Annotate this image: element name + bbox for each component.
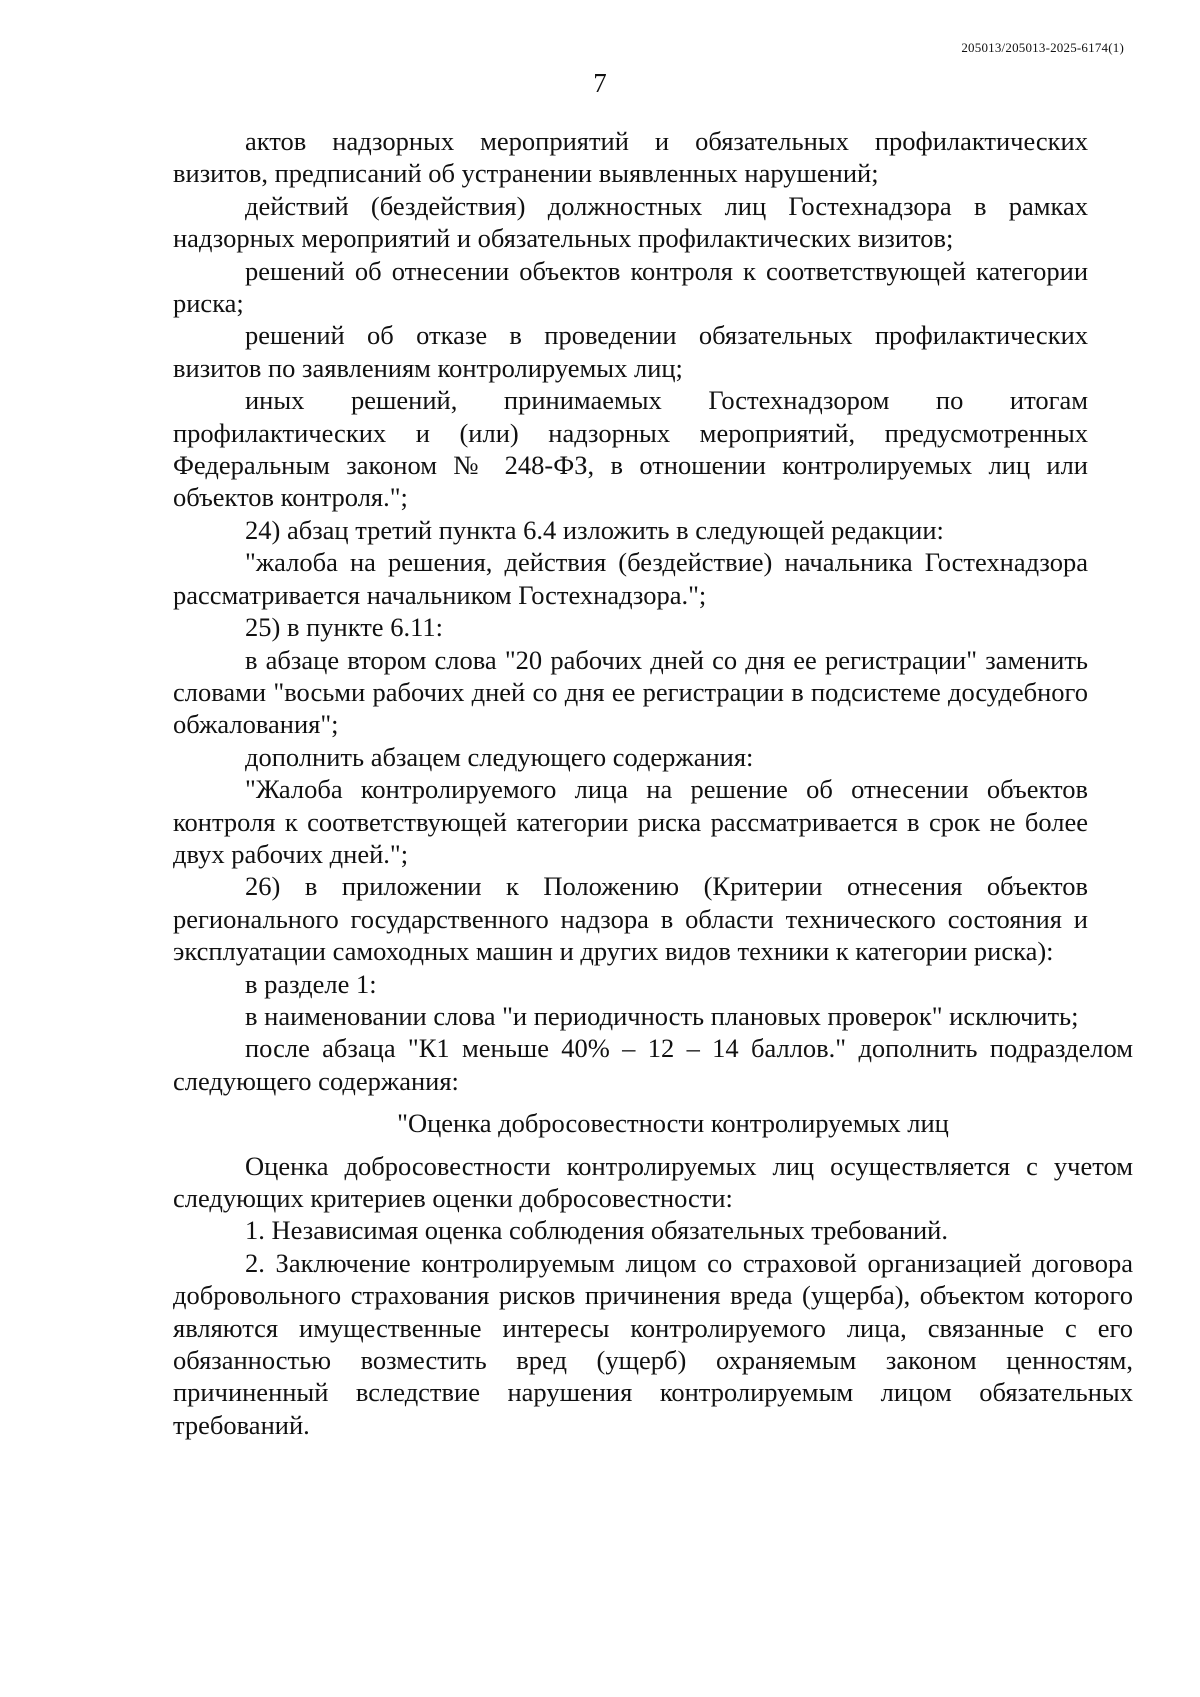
paragraph: решений об отнесении объектов контроля к соответствующей категории риска; — [173, 255, 1088, 319]
paragraph: в абзаце втором слова "20 рабочих дней со дня ее регистрации" заменить словами "восьми рабочих дней со дня ее регистрации в подсистеме досудебного обжалования"; — [173, 644, 1088, 740]
subsection-heading: "Оценка добросовестности контролируемых лиц — [397, 1108, 949, 1139]
paragraph: 24) абзац третий пункта 6.4 изложить в следующей редакции: — [245, 514, 944, 545]
paragraph: 1. Независимая оценка соблюдения обязательных требований. — [245, 1215, 948, 1246]
document-body — [173, 125, 1133, 1441]
page-number: 7 — [593, 68, 607, 98]
paragraph: после абзаца "К1 меньше 40% – 12 – 14 баллов." дополнить подразделом следующего содержания: — [173, 1033, 1133, 1096]
paragraph: действий (бездействия) должностных лиц Гостехнадзора в рамках надзорных мероприятий и обязательных профилактических визитов; — [173, 190, 1088, 254]
document-registration-number: 205013/205013-2025-6174(1) — [961, 40, 1124, 55]
paragraph: 26) в приложении к Положению (Критерии отнесения объектов регионального государственного надзора в области технического состояния и эксплуатации самоходных машин и других видов техники к категории риска): — [173, 871, 1088, 967]
paragraph: "жалоба на решения, действия (бездействие) начальника Гостехнадзора рассматривается начальником Гостехнадзора."; — [173, 547, 1088, 610]
paragraph: иных решений, принимаемых Гостехнадзором по итогам профилактических и (или) надзорных мероприятий, предусмотренных Федеральным законом № 248-ФЗ, в отношении контролируемых лиц или объектов контроля."; — [173, 385, 1088, 513]
paragraph: "Жалоба контролируемого лица на решение об отнесении объектов контроля к соответствующей категории риска рассматривается в срок не более двух рабочих дней."; — [173, 774, 1088, 869]
paragraph: актов надзорных мероприятий и обязательных профилактических визитов, предписаний об устранении выявленных нарушений; — [173, 126, 1088, 189]
paragraph: 2. Заключение контролируемым лицом со страховой организацией договора добровольного страхования рисков причинения вреда (ущерба), объектом которого являются имущественные интересы контролируемого лица, связанные с его обязанностью возместить вред (ущерб) охраняемым законом ценностям, причиненный вследствие нарушения контролируемым лицом обязательных требований. — [173, 1247, 1133, 1440]
paragraph: 25) в пункте 6.11: — [245, 612, 443, 643]
paragraph: в наименовании слова "и периодичность плановых проверок" исключить; — [245, 1000, 1079, 1031]
paragraph: в разделе 1: — [245, 968, 377, 999]
paragraph: Оценка добросовестности контролируемых лиц осуществляется с учетом следующих критериев оценки добросовестности: — [173, 1150, 1133, 1213]
paragraph: дополнить абзацем следующего содержания: — [245, 741, 754, 772]
paragraph: решений об отказе в проведении обязательных профилактических визитов по заявлениям контролируемых лиц; — [173, 320, 1088, 383]
